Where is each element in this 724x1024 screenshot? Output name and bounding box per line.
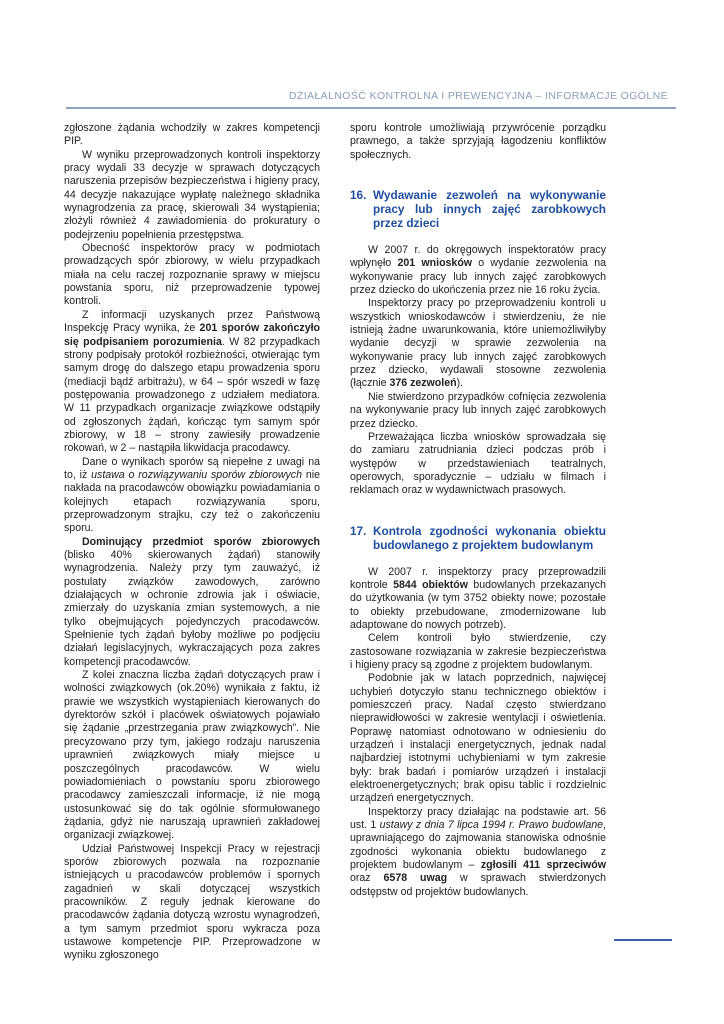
- paragraph: Celem kontroli było stwierdzenie, czy zastosowane rozwiązania w zakresie bezpieczeństwa i higieny pracy są zgodne z projektem budowlanym.: [350, 632, 606, 671]
- section-heading-16: [350, 188, 606, 230]
- section-heading-17: [350, 524, 606, 552]
- paragraph: Przeważająca liczba wniosków sprowadzała się do zamiaru zatrudniania dzieci podczas prób i występów w przedstawieniach teatralnych, operowych, sporadycznie – udziału w filmach i reklamach oraz w wydawnictwach prasowych.: [350, 430, 606, 497]
- section-number: 17.: [350, 523, 367, 538]
- paragraph: Z informacji uzyskanych przez Państwową Inspekcję Pracy wynika, że 201 sporów zakończyło się podpisaniem porozumienia. W 82 przypadkach strony podpisały protokół rozbieżności, otwierając tym samym drogę do dalszego etapu prowadzenia sporu (mediacji bądź arbitrażu), w 64 – spór wszedł w fazę postępowania prowadzonego z udziałem mediatora. W 11 przypadkach organizacje związkowe odstąpiły od zgłoszonych żądań, kończąc tym samym spór zbiorowy, w 18 – strony zawiesiły prowadzenie rokowań, w 2 – nastąpiła likwidacja pracodawcy.: [64, 308, 321, 455]
- paragraph: Podobnie jak w latach poprzednich, najwięcej uchybień dotyczyło stanu technicznego obiektów i pomieszczeń pracy. Nadal często stwierdzano nieprawidłowości w zakresie wentylacji i oświetlenia. Poprawę natomiast odnotowano w odniesieniu do urządzeń i instalacji energetycznych, jednak nadal najbardziej istotnymi uchybieniami w tym zakresie były: brak badań i pomiarów urządzeń i instalacji elektroenergetycznych; brak opisu tablic i rozdzielnic urządzeń energetycznych.: [350, 672, 606, 805]
- paragraph: Obecność inspektorów pracy w podmiotach prowadzących spór zbiorowy, w wielu przypadkach miała na celu raczej rozpoznanie sprawy w miejscu powstania sporu, niż przeprowadzenie typowej kontroli.: [64, 242, 320, 308]
- paragraph: Udział Państwowej Inspekcji Pracy w rejestracji sporów zbiorowych pozwala na rozpoznanie istniejących u pracodawców problemów i spornych zagadnień w skali dotyczącej wszystkich pracowników. Z reguły jednak kierowane do pracodawców żądania dotyczą wzrostu wynagrodzeń, a tym samym przedmiot sporu wykracza poza ustawowe kompetencje PIP. Przeprowadzone w wyniku zgłoszonego: [64, 842, 320, 962]
- right-column: [350, 122, 606, 899]
- section-number: 16.: [350, 188, 367, 203]
- paragraph: W 2007 r. do okręgowych inspektoratów pracy wpłynęło 201 wniosków o wydanie zezwolenia na wykonywanie pracy lub innych zajęć zarobkowych przez dziecko do ukończenia przez nie 16 roku życia.: [350, 244, 606, 297]
- paragraph: Dane o wynikach sporów są niepełne z uwagi na to, iż ustawa o rozwiązywaniu sporów zbiorowych nie nakłada na pracodawców obowiązku powiadamiania o kolejnych etapach rozwiązywania sporu, przeprowadzonym strajku, czy też o zakończeniu sporu.: [64, 455, 320, 535]
- paragraph: W wyniku przeprowadzonych kontroli inspektorzy pracy wydali 33 decyzje w sprawach dotyczących naruszenia przepisów bezpieczeństwa i higieny pracy, 44 decyzje nakazujące wypłatę należnego składnika wynagrodzenia za pracę, skierowali 34 wystąpienia; złożyli również 4 zawiadomienia do prokuratury o podejrzeniu popełnienia przestępstwa.: [64, 148, 320, 241]
- paragraph: W 2007 r. inspektorzy pracy przeprowadzili kontrole 5844 obiektów budowlanych przekazanych do użytkowania (w tym 3752 obiekty nowe; pozostałe to obiekty przebudowane, zmodernizowane lub adaptowane do nowych potrzeb).: [350, 565, 606, 631]
- running-header: DZIAŁALNOŚĆ KONTROLNA I PREWENCYJNA – INFORMACJE OGÓLNE: [288, 90, 668, 102]
- paragraph: Inspektorzy pracy działając na podstawie art. 56 ust. 1 ustawy z dnia 7 lipca 1994 r. Prawo budowlane, uprawniającego do zajmowania stanowiska odnośnie zgodności wykonania obiektu budowlanego z projektem budowlanym – zgłosili 411 sprzeciwów oraz 6578 uwag w sprawach stwierdzonych odstępstw od projektów budowlanych.: [350, 805, 606, 898]
- section-title: Wydawanie zezwoleń na wykonywanie pracy lub innych zajęć zarobkowych przez dzieci: [373, 188, 606, 231]
- paragraph: sporu kontrole umożliwiają przywrócenie porządku prawnego, a także sprzyjają łagodzeniu konfliktów społecznych.: [350, 122, 606, 161]
- footer-accent-line: [614, 939, 672, 941]
- paragraph: Nie stwierdzono przypadków cofnięcia zezwolenia na wykonywanie pracy lub innych zajęć zarobkowych przez dziecko.: [350, 390, 606, 430]
- section-title: Kontrola zgodności wykonania obiektu budowlanego z projektem budowlanym: [373, 523, 606, 552]
- paragraph: Dominujący przedmiot sporów zbiorowych (blisko 40% skierowanych żądań) stanowiły wynagrodzenia. Należy przy tym zauważyć, iż postulaty związków zawodowych, zarówno działających w ochronie zdrowia jak i oświacie, zmierzały do uzyskania zmian systemowych, a nie tylko obejmujących pojedynczych pracodawców. Spełnienie tych żądań byłoby możliwe po podjęciu działań legislacyjnych, wykraczających poza zakres kompetencji pracodawców.: [64, 535, 320, 668]
- paragraph: Inspektorzy pracy po przeprowadzeniu kontroli u wszystkich wnioskodawców i stwierdzeniu, że nie istnieją żadne uwarunkowania, które uniemożliwiłyby wydanie decyzji w sprawie zezwolenia na wykonywanie pracy lub innych zajęć zarobkowych przez dziecko, wydawali stosowne zezwolenia (łącznie 376 zezwoleń).: [350, 297, 606, 390]
- paragraph: zgłoszone żądania wchodziły w zakres kompetencji PIP.: [64, 122, 320, 148]
- header-divider: [66, 107, 676, 109]
- left-column: [64, 122, 320, 963]
- paragraph: Z kolei znaczna liczba żądań dotyczących praw i wolności związkowych (ok.20%) wynikała z faktu, iż prawie we wszystkich wystąpieniach kierowanych do dyrektorów szkół i placówek oświatowych pojawiało się żądanie „przestrzegania praw związkowych”. Nie precyzowano przy tym, jakiego rodzaju naruszenia uprawnień związkowych miały miejsce u poszczególnych pracodawców. W wielu powiadomieniach o powstaniu sporu zbiorowego pracodawcy zamieszczali informacje, iż nie mogą ustosunkować się do tak ogólnie sformułowanego żądania, gdyż nie naruszają uprawnień zakładowej organizacji związkowej.: [64, 669, 320, 842]
